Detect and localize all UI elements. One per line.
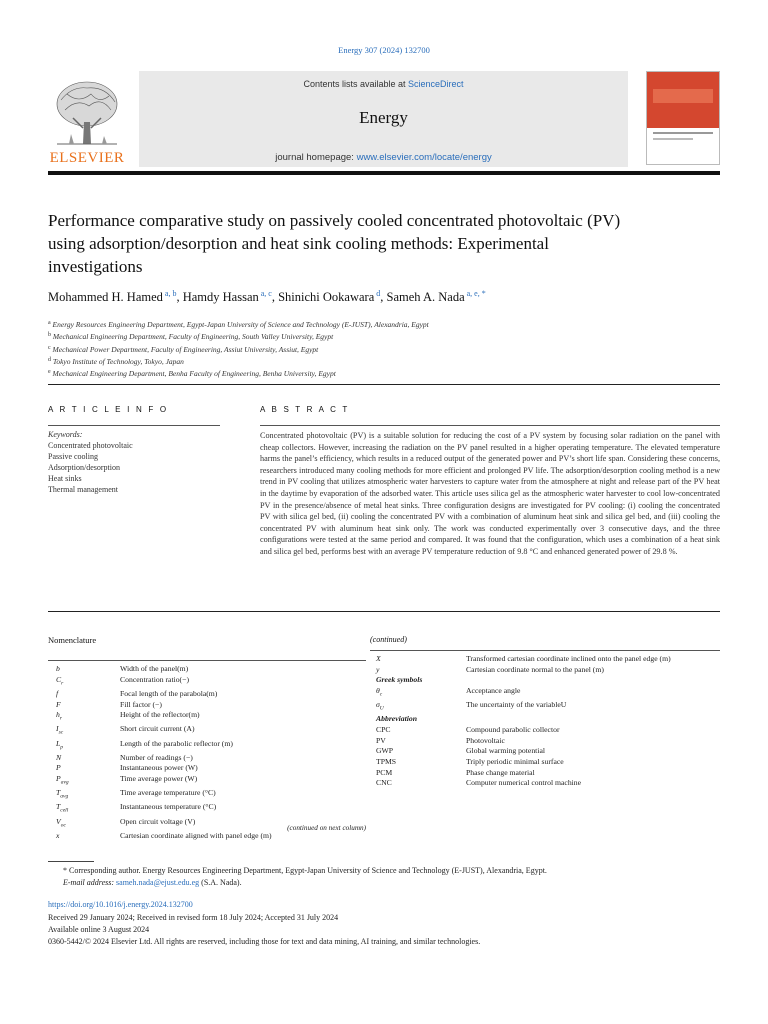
nomenclature-symbol: b	[56, 664, 60, 673]
nomenclature-description: Time average power (W)	[120, 774, 198, 784]
nomenclature-description: Computer numerical control machine	[466, 778, 582, 788]
available-online: Available online 3 August 2024	[48, 924, 150, 934]
email-line	[48, 877, 720, 889]
nomenclature-symbol: F	[56, 699, 61, 709]
nomenclature-description: Global warming potential	[466, 746, 545, 756]
affiliation-mark: c	[48, 344, 51, 351]
received-dates: Received 29 January 2024; Received in revised form 18 July 2024; Accepted 31 July 2024	[48, 913, 339, 922]
nomenclature-description: Open circuit voltage (V)	[120, 816, 196, 826]
affiliation-item	[48, 330, 720, 342]
nomenclature-row	[48, 664, 366, 675]
nomenclature-description: Fill factor (−)	[120, 699, 162, 709]
affiliation-mark: d	[48, 356, 51, 363]
nomenclature-symbol: $I_{sc}$	[56, 724, 64, 736]
nomenclature-symbol: $C_r$	[56, 674, 64, 687]
nomenclature-row	[370, 665, 720, 676]
divider	[48, 611, 720, 612]
journal-name: Energy	[359, 108, 408, 127]
abstract-text: Concentrated photovoltaic (PV) is a suitable solution for reducing the cost of a PV system by focusing solar radiation on the panel with cheap collectors. However, increasing the radiation on the PV panel resulted in a higher operating temperature. The elevated temperature harms the panel’s efficiency, which results in a reduced output of the generated power and PV’s short life span. Considering these concerns, researchers introduced many cooling methods for more efficient and prolonged PV life. The adsorption/desorption cooling method is a new trend in PV cooling that utilizes atmospheric water harvesters to capture water from the atmosphere at night and release part of the PV heat in the daytime by evaporation of the adsorbed water. This article uses silica gel as the atmospheric water harvester to cool low-concentrated PV in the presence/absence of metal heat sinks. Three configuration designs are investigated for PV cooling: (i) cooling the concentrated PV with silica gel bed, (ii) cooling the concentrated PV with a combination of aluminum heat sink and silica gel bed, and (iii) cooling the concentrated PV with aluminum heat sink only. The work was conducted experimentally over 3 consecutive days, and the three configurations were tested at the same period and compared. It was found that the configuration, which uses a combination of a heat sink and silica gel bed, performs best with an average PV temperature reduction of 9.8 °C and enhanced generated power of 29.8 %.	[260, 431, 720, 556]
nomenclature-row	[48, 739, 366, 753]
journal-cover-icon[interactable]	[646, 71, 720, 165]
nomenclature-row	[370, 768, 720, 779]
affiliation-mark: a	[48, 320, 51, 326]
affiliation-mark: b	[48, 332, 51, 339]
keyword-item: Heat sinks	[48, 474, 82, 483]
nomenclature-row	[48, 700, 366, 711]
nomenclature-description: Acceptance angle	[466, 685, 521, 695]
homepage-link[interactable]: www.elsevier.com/locate/energy	[356, 152, 492, 163]
nomenclature-row	[370, 714, 720, 725]
nomenclature-title: Nomenclature	[48, 635, 97, 645]
nomenclature-symbol: x	[56, 830, 60, 840]
cover-text-line	[653, 132, 713, 134]
nomenclature-symbol: PV	[376, 735, 386, 745]
divider	[48, 660, 366, 661]
affiliation-item	[48, 343, 720, 355]
nomenclature-description: Phase change material	[466, 767, 535, 777]
keywords-label: Keywords:	[48, 430, 83, 439]
nomenclature-row	[48, 831, 366, 842]
affiliation-text: Mechanical Engineering Department, Faculty of Engineering, South Valley University, Egypt	[51, 332, 334, 342]
nomenclature-symbol: $L_p$	[56, 738, 64, 751]
nomenclature-description: Triply periodic minimal surface	[466, 756, 564, 766]
author-separator: ,	[271, 290, 279, 304]
keyword-item: Thermal management	[48, 485, 118, 494]
nomenclature-description: Height of the reflector(m)	[120, 710, 200, 720]
nomenclature-row	[370, 700, 720, 714]
nomenclature-row	[370, 778, 720, 789]
cover-text-line	[653, 138, 693, 140]
nomenclature-symbol: PCM	[376, 767, 393, 777]
footnote-rule	[48, 861, 94, 862]
nomenclature-row	[48, 774, 366, 788]
doi-link[interactable]: https://doi.org/10.1016/j.energy.2024.132700	[48, 900, 193, 909]
nomenclature-description: Instantaneous power (W)	[120, 763, 198, 773]
author-affiliation-mark[interactable]: a, e, *	[464, 289, 486, 298]
nomenclature-row	[48, 724, 366, 738]
author-name[interactable]: Mohammed H. Hamed	[48, 290, 163, 304]
nomenclature-description: Focal length of the parabola(m)	[120, 688, 218, 698]
nomenclature-row	[48, 802, 366, 816]
nomenclature-row	[48, 689, 366, 700]
nomenclature-description: Time average temperature (°C)	[120, 788, 216, 798]
abstract-heading: A B S T R A C T	[260, 405, 350, 414]
nomenclature-description: Instantaneous temperature (°C)	[120, 802, 217, 812]
nomenclature-symbol: $\theta_c$	[376, 685, 383, 698]
author-separator: ,	[176, 290, 183, 304]
nomenclature-symbol: P	[56, 763, 61, 773]
nomenclature-symbol: X	[376, 654, 381, 663]
affiliation-list	[48, 318, 720, 379]
nomenclature-symbol: $P_{avg}$	[56, 774, 69, 786]
author-name[interactable]: Sameh A. Nada	[386, 290, 465, 304]
affiliation-item	[48, 318, 720, 330]
article-title: Performance comparative study on passively cooled concentrated photovoltaic (PV) using adsorption/desorption and heat sink cooling methods: Experimental investigations	[48, 211, 621, 276]
author-list	[48, 289, 720, 305]
nomenclature-symbol: CPC	[376, 725, 391, 734]
nomenclature-group-heading: Abbreviation	[376, 714, 418, 724]
nomenclature-description: Short circuit current (A)	[120, 724, 195, 734]
nomenclature-row	[48, 710, 366, 724]
nomenclature-row	[370, 746, 720, 757]
keyword-item: Adsorption/desorption	[48, 463, 120, 472]
author-name[interactable]: Hamdy Hassan	[182, 290, 259, 304]
contents-prefix: Contents lists available at	[303, 79, 409, 89]
affiliation-text: Energy Resources Engineering Department, Egypt-Japan University of Science and Technology (E-JUST), Alexandria, Egypt	[50, 320, 429, 329]
nomenclature-row	[48, 763, 366, 774]
copyright-line: 0360-5442/© 2024 Elsevier Ltd. All rights are reserved, including those for text and data mining, AI training, and similar technologies.	[48, 936, 481, 946]
affiliation-mark: e	[48, 369, 51, 376]
nomenclature-symbol: TPMS	[376, 756, 397, 766]
nomenclature-description: Concentration ratio(−)	[120, 674, 190, 684]
nomenclature-symbol: $\sigma_U$	[376, 700, 384, 712]
nomenclature-symbol: CNC	[376, 778, 392, 788]
nomenclature-row	[370, 757, 720, 768]
nomenclature-table	[48, 664, 366, 841]
affiliation-text: Mechanical Power Department, Faculty of Engineering, Assiut University, Assiut, Egypt	[50, 344, 319, 354]
nomenclature-description: Cartesian coordinate normal to the panel (m)	[466, 664, 604, 674]
divider	[370, 650, 720, 651]
author-separator: ,	[380, 290, 387, 304]
homepage-line	[139, 152, 628, 163]
keyword-item: Concentrated photovoltaic	[48, 441, 133, 450]
nomenclature-group-heading: Greek symbols	[376, 675, 423, 685]
nomenclature-description: Transformed cartesian coordinate inclined onto the panel edge (m)	[466, 654, 671, 663]
affiliation-item	[48, 367, 720, 379]
affiliation-text: Mechanical Engineering Department, Benha Faculty of Engineering, Benha University, Egypt	[50, 369, 336, 379]
nomenclature-continued-table	[370, 654, 720, 789]
email-label: E-mail address:	[63, 878, 115, 887]
cover-band	[653, 89, 713, 103]
publication-info	[48, 912, 720, 947]
nomenclature-symbol: f	[56, 688, 59, 698]
nomenclature-continued-title: (continued)	[370, 635, 407, 644]
article-info-heading: A R T I C L E I N F O	[48, 405, 169, 414]
nomenclature-row	[370, 686, 720, 700]
nomenclature-symbol: $T_{avg}$	[56, 788, 69, 800]
keywords-block	[48, 429, 220, 495]
sciencedirect-link[interactable]: ScienceDirect	[408, 79, 464, 89]
corresponding-footnote	[48, 865, 720, 889]
affiliation-item	[48, 355, 720, 367]
journal-citation[interactable]: Energy 307 (2024) 132700	[338, 45, 430, 55]
nomenclature-row	[370, 736, 720, 747]
continued-note: (continued on next column)	[287, 824, 366, 832]
corresponding-author-note: * Corresponding author. Energy Resources Engineering Department, Egypt-Japan University of Science and Technology (E-JUST), Alexandria, Egypt.	[63, 866, 547, 875]
divider	[48, 425, 220, 426]
nomenclature-row	[370, 725, 720, 736]
publisher-logo[interactable]: ELSEVIER	[49, 150, 125, 166]
divider	[260, 425, 720, 426]
divider	[48, 384, 720, 385]
contents-line	[139, 79, 628, 89]
header-rule	[48, 171, 720, 175]
nomenclature-row	[370, 675, 720, 686]
homepage-prefix: journal homepage:	[275, 152, 357, 163]
nomenclature-symbol: GWP	[376, 746, 394, 756]
nomenclature-symbol: N	[56, 752, 62, 762]
keyword-item: Passive cooling	[48, 452, 98, 461]
nomenclature-symbol: $h_r$	[56, 710, 62, 722]
nomenclature-row	[48, 788, 366, 802]
nomenclature-description: The uncertainty of the variableU	[466, 700, 567, 710]
nomenclature-description: Compound parabolic collector	[466, 725, 560, 734]
nomenclature-row	[48, 675, 366, 689]
email-link[interactable]: sameh.nada@ejust.edu.eg	[116, 878, 200, 887]
email-suffix: (S.A. Nada).	[199, 878, 242, 887]
nomenclature-row	[370, 654, 720, 665]
author-affiliation-mark[interactable]: a, b	[162, 289, 177, 298]
affiliation-text: Tokyo Institute of Technology, Tokyo, Japan	[51, 356, 184, 366]
nomenclature-description: Width of the panel(m)	[120, 664, 189, 673]
nomenclature-description: Number of readings (−)	[120, 752, 193, 762]
nomenclature-row	[48, 753, 366, 764]
author-affiliation-mark[interactable]: d	[374, 289, 381, 298]
author-affiliation-mark[interactable]: a, c	[258, 289, 272, 298]
nomenclature-description: Length of the parabolic reflector (m)	[120, 738, 233, 748]
nomenclature-symbol: y	[376, 664, 380, 674]
nomenclature-symbol: $T_{cell}$	[56, 802, 69, 814]
elsevier-tree-logo-icon	[47, 78, 127, 150]
nomenclature-symbol: $V_{oc}$	[56, 816, 66, 829]
nomenclature-description: Cartesian coordinate aligned with panel edge (m)	[120, 830, 272, 840]
nomenclature-description: Photovoltaic	[466, 735, 505, 745]
author-name[interactable]: Shinichi Ookawara	[278, 290, 375, 304]
